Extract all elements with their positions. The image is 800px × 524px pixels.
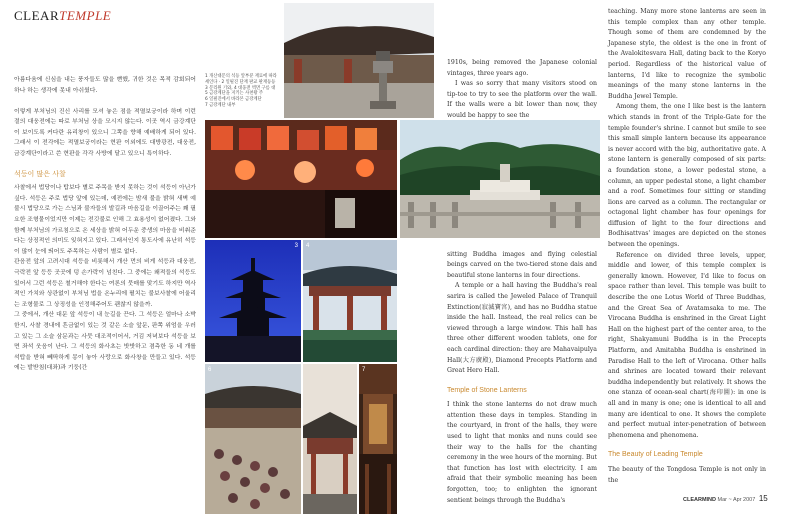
- caption-line: 3 문리원 기와, 4 대웅전 벽면 구름 대: [205, 85, 276, 91]
- caption-line: 5 금강계단을 지키는 사천왕 주: [205, 91, 264, 97]
- korean-paragraph: 그 중에서, 개산 대문 앞 석등이 내 눈길을 끈다. 그 석등은 얼마나 소박한지, 사찰 경내에 흔금없이 있는 것 같은 소슬 앞문, 판쪽 위엄을 우러고 있는 그 소슬 삼문과는 사뭇 대조적이어서, 거김 저녁보다 석등을 보면 좌석 웃음이 난다. 그 석등의 화사초는 밧밧하고 겸측한 동 네 개를 석탑을 받혀 뻬딱하게 몽이 놓아 사랑으로 화사창을 만들고 있다. 석등에는 발받침(대좌)과 기둥(간: [14, 312, 196, 372]
- english-paragraph: sitting Buddha images and flying celestial beings carved on the two-tiered stone dais and beautiful stone lanterns in four directions.: [447, 250, 597, 279]
- photo-monks-courtyard: [205, 364, 301, 514]
- caption-line: 6 일필진에서 바라본 금강계단: [205, 97, 262, 103]
- photo-number: 7: [362, 367, 366, 373]
- footer-brand: CLEARMIND: [683, 497, 716, 503]
- pavilion-illustration: [303, 240, 397, 362]
- hall-interior-illustration: [359, 364, 397, 514]
- photo-number: 4: [306, 243, 310, 249]
- page-number: 15: [758, 494, 768, 503]
- photo-spacer: [447, 122, 597, 250]
- photo-roof-detail: [303, 364, 357, 514]
- footer-issue: Mar ~ Apr 2007: [717, 497, 756, 503]
- photo-temple-roof-lantern: [284, 3, 434, 118]
- korean-section-heading: 석등이 많은 사찰: [14, 169, 66, 178]
- english-section-heading: Temple of Stone Lanterns: [447, 386, 527, 394]
- photo-number: 6: [208, 367, 212, 373]
- photo-lantern-hall: [205, 120, 397, 238]
- english-paragraph: A temple or a hall having the Buddha's real sarira is called the Jeweled Palace of Tranquil Extinction(寂滅寶宮), and has no Buddha statue inside the hall. Instead, the real relics can be viewed through a large window. This hall has three other different wooden tablets, one for each cardinal direction: they are Mahavaipulya Hall(大方廣殿), Diamond Precepts Platform and Great Hero Hall.: [447, 282, 597, 375]
- english-paragraph: I think the stone lanterns do not draw much attention these days in temples. Standing in the courtyard, in front of the halls, they were used to light that monks and nuns could see their way to the halls for the chanting ceremony in the wee hours of the morning. But that function has lost with electricity. I am afraid that their symbolic meaning has been forgotten, too; to enlighten the ignorant sentient beings through the Buddha's: [447, 401, 597, 504]
- photo-pavilion: [303, 240, 397, 362]
- photo-pagoda-blue-sky: [205, 240, 301, 362]
- korean-paragraph: 아름다움에 신심을 내는 풍자들도 많을 뻔했, 귀한 것은 목적 감회되어 하나 하는 생각에 못내 아쉬웠다.: [14, 77, 196, 94]
- photo-hall-interior: [359, 364, 397, 514]
- korean-paragraph: 이렇게 부처님의 진신 사리를 모셔 놓은 점을 적멸보궁이라 하며 이런 절의 대웅전에는 따로 부처님 상을 모시지 않는다. 이곳 역시 금강계단이 보이도록 커다란 유리창이 있으니 그쪽을 향해 예배하게 되어 있다. 그래서 이 전각에는 적멸보궁이라는 현판 이외에도 대방광전, 대웅전, 금강계단이라고 쓴 현판을 각각 사방에 달고 있으니 특이하다.: [14, 108, 196, 158]
- english-section-heading: The Beauty of Leading Temple: [608, 451, 703, 459]
- english-article-column-right: [608, 7, 766, 497]
- caption-line: 7 금강계단 내부: [205, 102, 236, 108]
- korean-paragraph: 관음전 앞의 고려시대 석등을 비롯해서 개산 먼의 비게 석등과 대웅전, 극락전 앞 등등 곳곳에 덩 손가락이 넘친다. 그 중에는 왜적들의 석등도 있어서 그런 석등은 철거해야 한다는 여론의 뭇매를 맞기도 하지만 역사적인 가치와 상관없이 부처님 법을 온누리에 펼치는 불보사찰에 어울리는 조형물로 그 상징성을 인정해주어도 괜찮지 않을까.: [14, 259, 196, 308]
- english-paragraph: The beauty of the Tongdosa Temple is not only in the: [608, 465, 766, 484]
- english-paragraph: 1910s, being removed the Japanese colonial vintages, three years ago.: [447, 59, 597, 77]
- english-article-column-left: [447, 58, 597, 504]
- monks-illustration: [205, 364, 301, 514]
- caption-line: 1 개산대문의 석등 앞부분 재료에 따라: [205, 74, 277, 79]
- korean-article-column: [14, 75, 196, 515]
- photo-captions: [205, 74, 285, 109]
- korean-paragraph: 사찰에서 법당이나 탑보다 별로 주목을 받지 못하는 것이 석등이 아닌가 싶다. 석등은 주로 법당 앞에 있는데, 예전에는 밤새 불을 밝혀 새벽 예불시 법당으로 가는 스님과 불자들의 발길과 마음길을 이끌어주는 꽤 필요한 조형물이었지만 이제는 전깃불로 인해 그 효용성이 없어졌다. 그와 함께 부처님의 가르침으로 온 세상을 밝혀 어두운 중생의 마음을 비춰준다는 상징적인 의미도 잊혀지고 있다. 그래서인지 통도사에 유난히 석등이 많이 눈에 띄어도 주목하는 사람이 별로 없다.: [14, 185, 196, 255]
- english-paragraph: teaching. Many more stone lanterns are seen in this temple complex than any other temple. Though some of them are condemned by the Japanese style, the oldest is the one in front of the Avalokitesvara Hall, dating back to the Koryo period. Regardless of the historical value of lanterns, I'd like to recognize the symbolic meanings of the many stone lanterns in the Buddha Jewel Temple.: [608, 8, 766, 100]
- lantern-hall-illustration: [205, 120, 397, 238]
- logo-prefix: CLEAR: [14, 8, 60, 23]
- caption-line: 세인다 · 2 일필진 단재 판교 판재등등: [205, 79, 276, 85]
- english-paragraph: Reference on divided three levels, upper, middle and lower, of this temple complex is generally known. However, I'd like to focus on space rather than level. This temple was built to describe the one Lotus World of Three Buddhas, and the Great Sea of Avatamsaka to me. The Virocana Buddha is enshrined in the Great Light Hall on the highest part of the center area, to the right, Shakyamuni Buddha is in the Precepts Platform, and Amitabha Buddha is enshrined in Paradise Hall to the left of Virocana. Other halls and shrines are located toward their relevant buddha independently but relatively. It shows the one stanza of ocean-seal chart(海印圖): in one is all and in many is one; one is identical to all and many are identical to one. It shows the complete and perfect mutual inter-penetration of between phenomena and phenomena.: [608, 251, 766, 439]
- page-footer: [683, 494, 768, 503]
- photo-number: 3: [294, 243, 298, 249]
- temple-roof-illustration: [284, 3, 434, 118]
- english-paragraph: I was so sorry that many visitors stood on tip-toe to try to see the platform over the wall. If the walls were a bit lower than now, they would be happy to see the: [447, 80, 597, 119]
- pagoda-illustration: [205, 240, 301, 362]
- logo-suffix: TEMPLE: [59, 8, 112, 23]
- english-paragraph: Among them, the one I like best is the lantern which stands in front of the Triple-Gate for the temple founder's shrine. I cannot but smile to see this small simple lantern because its appearance is never accord with the big, authoritative gate. A stone lantern is generally composed of six parts: a foundation stone, a lower pedestal stone, a column, an upper pedestal stone, a light chamber and a roof. Sometimes four sitting or standing lions are carved as a column. The rectangular or octagonal light chamber has four openings for diffusion of light to the four directions and Bodhisattvas' images are depicted on the stones between the openings.: [608, 103, 766, 249]
- magazine-logo: [14, 8, 111, 24]
- roof-detail-illustration: [303, 364, 357, 514]
